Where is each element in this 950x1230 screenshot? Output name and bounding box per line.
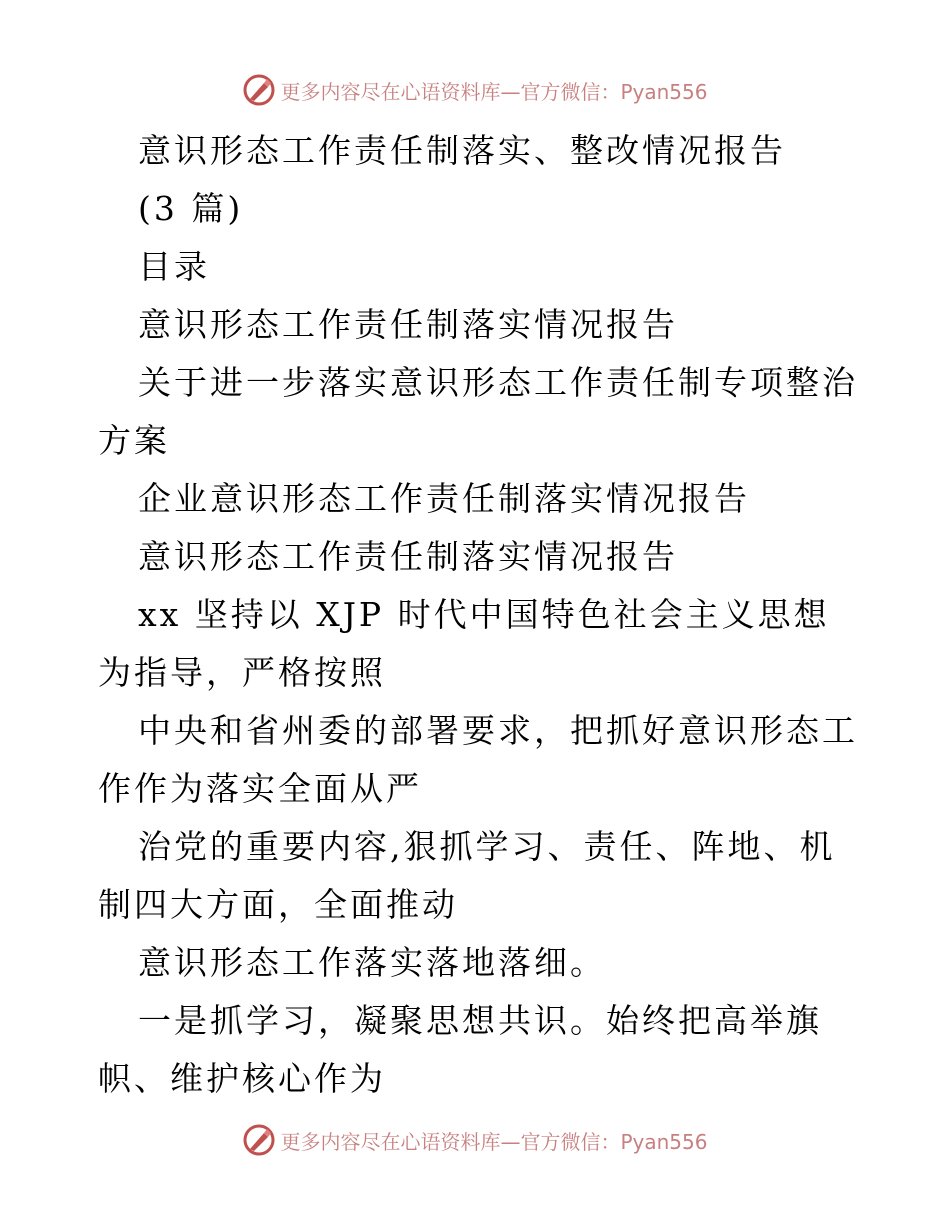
body-paragraph: 治党的重要内容,狠抓学习、责任、阵地、机制四大方面，全面推动	[98, 827, 836, 924]
footer-watermark	[0, 1120, 950, 1160]
pen-logo-icon	[242, 1123, 276, 1157]
toc-item: 企业意识形态工作责任制落实情况报告	[138, 479, 750, 518]
doc-title: 意识形态工作责任制落实、整改情况报告	[138, 131, 786, 170]
doc-subtitle: (3 篇)	[138, 189, 244, 228]
body-paragraph: xx 坚持以 XJP 时代中国特色社会主义思想为指导，严格按照	[98, 595, 830, 692]
toc-item: 意识形态工作责任制落实情况报告	[138, 305, 678, 344]
body-paragraph: 中央和省州委的部署要求，把抓好意识形态工作作为落实全面从严	[98, 711, 858, 808]
body-paragraph: 意识形态工作落实落地落细。	[138, 943, 606, 982]
body-paragraph: 一是抓学习，凝聚思想共识。始终把高举旗帜、维护核心作为	[98, 1001, 822, 1098]
watermark-text: 更多内容尽在心语资料库—官方微信：Pyan556	[280, 1129, 708, 1154]
watermark-text: 更多内容尽在心语资料库—官方微信：Pyan556	[280, 79, 708, 104]
pen-logo-icon	[242, 73, 276, 107]
toc-item: 关于进一步落实意识形态工作责任制专项整治方案	[98, 363, 858, 460]
section-heading: 意识形态工作责任制落实情况报告	[138, 537, 678, 576]
toc-heading: 目录	[138, 247, 210, 286]
document-body	[98, 122, 858, 1108]
header-watermark	[0, 70, 950, 110]
